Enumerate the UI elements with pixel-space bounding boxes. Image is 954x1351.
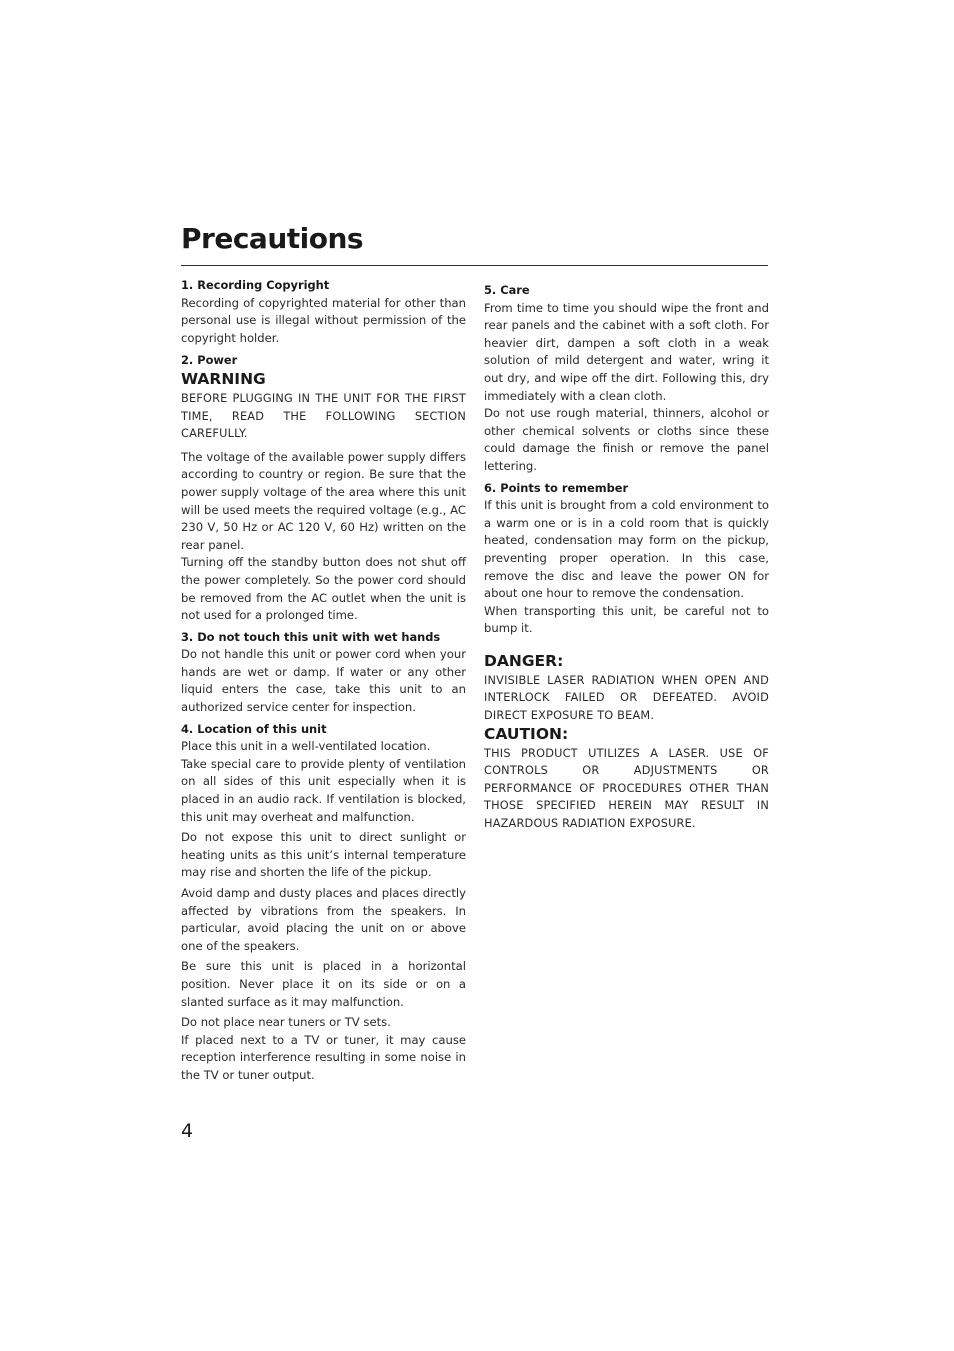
section-points-to-remember — [484, 480, 769, 638]
section-text: If placed next to a TV or tuner, it may cause reception interference resulting in some noise in the TV or tuner output. — [181, 1032, 466, 1082]
section-heading: 1. Recording Copyright — [181, 278, 330, 292]
section-location — [181, 721, 466, 1085]
danger-label: DANGER: — [484, 651, 564, 670]
section-heading: 5. Care — [484, 283, 530, 297]
section-heading: 4. Location of this unit — [181, 721, 327, 736]
section-text: Take special care to provide plenty of ventilation on all sides of this unit especially when it is placed in an audio rack. If ventilation is blocked, this unit may overheat and malfunction. — [181, 756, 466, 824]
section-text: Do not use rough material, thinners, alcohol or other chemical solvents or cloths since these could damage the finish or remove the panel lettering. — [484, 406, 769, 473]
section-text: The voltage of the available power supply differs according to country or region. Be sure that the power supply voltage of the area where this unit will be used meets the required voltage (e.g., AC 230 V, 50 Hz or AC 120 V, 60 Hz) written on the rear panel. — [181, 449, 466, 552]
section-heading: 3. Do not touch this unit with wet hands — [181, 629, 441, 644]
section-danger — [484, 652, 769, 725]
section-wet-hands — [181, 629, 466, 717]
section-text: Turning off the standby button does not shut off the power completely. So the power cord should be removed from the AC outlet when the unit is not used for a prolonged time. — [181, 555, 466, 623]
title-divider — [181, 265, 768, 266]
section-heading: 2. Power — [181, 353, 238, 368]
danger-text: INVISIBLE LASER RADIATION WHEN OPEN AND INTERLOCK FAILED OR DEFEATED. AVOID DIRECT EXPOSURE TO BEAM. — [484, 673, 769, 723]
section-text: From time to time you should wipe the front and rear panels and the cabinet with a soft cloth. For heavier dirt, dampen a soft cloth in a weak solution of mild detergent and water, wring it out dry, and wipe off the dirt. Following this, dry immediately with a clean cloth. — [484, 300, 769, 403]
warning-label: WARNING — [181, 369, 266, 388]
section-text: Be sure this unit is placed in a horizontal position. Never place it on its side or on a slanted surface as it may malfunction. — [181, 959, 466, 1009]
section-text: If this unit is brought from a cold environment to a warm one or is in a cold room that is quickly heated, condensation may form on the pickup, preventing proper operation. In this case, remove the disc and leave the power ON for about one hour to remove the condensation. — [484, 498, 769, 601]
section-text: Do not expose this unit to direct sunlight or heating units as this unit’s internal temperature may rise and shorten the life of the pickup. — [181, 830, 466, 880]
page-title: Precautions — [181, 222, 364, 255]
section-caution — [484, 725, 769, 833]
left-column — [181, 277, 466, 1085]
caution-label: CAUTION: — [484, 724, 569, 743]
section-text: Do not handle this unit or power cord when your hands are wet or damp. If water or any other liquid enters the case, take this unit to an authorized service center for inspection. — [181, 647, 466, 715]
warning-text: BEFORE PLUGGING IN THE UNIT FOR THE FIRST TIME, READ THE FOLLOWING SECTION CAREFULLY. — [181, 391, 466, 441]
section-text: Avoid damp and dusty places and places directly affected by vibrations from the speakers. In particular, avoid placing the unit on or above one of the speakers. — [181, 886, 466, 953]
section-text: Recording of copyrighted material for other than personal use is illegal without permission of the copyright holder. — [181, 295, 466, 345]
caution-text: THIS PRODUCT UTILIZES A LASER. USE OF CONTROLS OR ADJUSTMENTS OR PERFORMANCE OF PROCEDURES OTHER THAN THOSE SPECIFIED HEREIN MAY RESULT IN HAZARDOUS RADIATION EXPOSURE. — [484, 746, 769, 831]
section-text: When transporting this unit, be careful not to bump it. — [484, 603, 769, 636]
section-heading: 6. Points to remember — [484, 480, 629, 495]
section-care — [484, 282, 769, 476]
section-power — [181, 352, 466, 624]
section-text: Do not place near tuners or TV sets. — [181, 1015, 391, 1030]
section-text: Place this unit in a well-ventilated location. — [181, 739, 431, 754]
section-recording-copyright — [181, 277, 466, 347]
right-column — [484, 282, 769, 833]
page-number: 4 — [181, 1120, 194, 1142]
